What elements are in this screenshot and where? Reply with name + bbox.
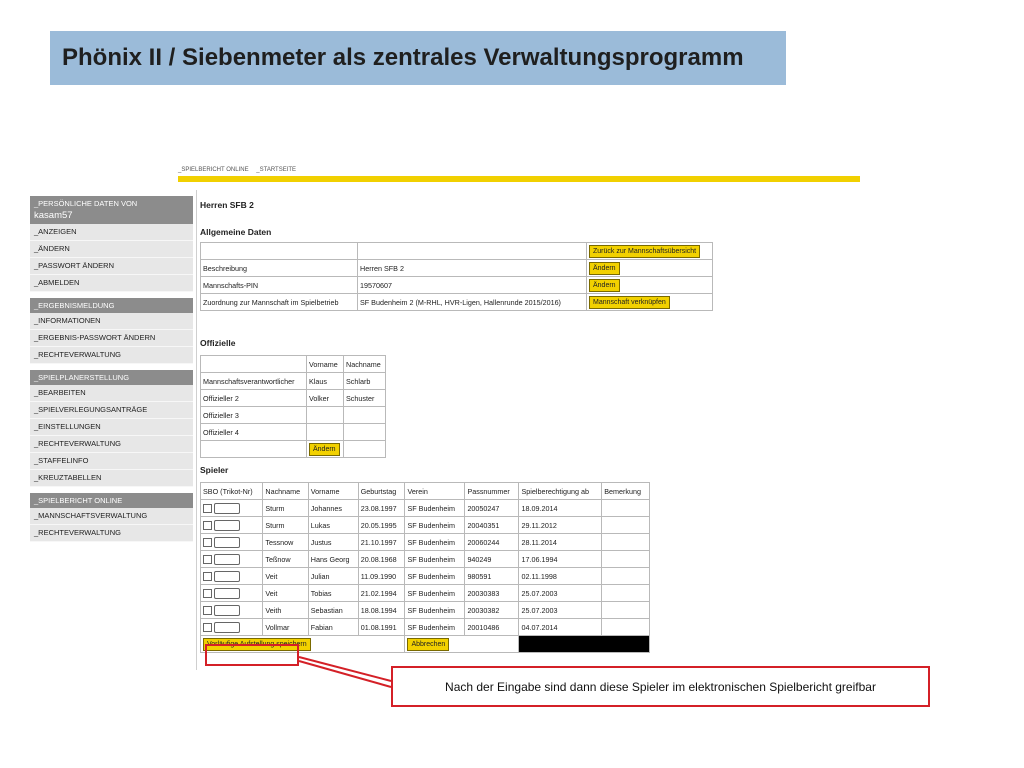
player-passnumber: 20060244 <box>465 534 519 551</box>
officials-header-nachname: Nachname <box>344 356 386 373</box>
player-birthday: 20.05.1995 <box>358 517 405 534</box>
sidebar-item-rechte-2[interactable]: _RECHTEVERWALTUNG <box>30 436 193 453</box>
cancel-button[interactable]: Abbrechen <box>407 638 449 651</box>
player-birthday: 21.02.1994 <box>358 585 405 602</box>
official-lastname: Schlarb <box>344 373 386 390</box>
player-eligible-since: 04.07.2014 <box>519 619 602 636</box>
player-eligible-since: 02.11.1998 <box>519 568 602 585</box>
player-passnumber: 20050247 <box>465 500 519 517</box>
players-header-verein: Verein <box>405 483 465 500</box>
player-firstname: Julian <box>308 568 358 585</box>
player-eligible-since: 25.07.2003 <box>519 602 602 619</box>
player-club: SF Budenheim <box>405 500 465 517</box>
change-description-button[interactable]: Ändern <box>589 262 620 275</box>
sidebar-username: kasam57 <box>34 210 73 221</box>
official-lastname: Schuster <box>344 390 386 407</box>
officials-header-vorname: Vorname <box>307 356 344 373</box>
players-title: Spieler <box>200 465 229 475</box>
general-title: Allgemeine Daten <box>200 227 272 237</box>
team-title: Herren SFB 2 <box>200 200 254 210</box>
player-eligible-since: 29.11.2012 <box>519 517 602 534</box>
official-role: Offizieller 4 <box>201 424 307 441</box>
players-header-vorname: Vorname <box>308 483 358 500</box>
sidebar-item-informationen[interactable]: _INFORMATIONEN <box>30 313 193 330</box>
general-row-label: Beschreibung <box>201 260 358 277</box>
player-firstname: Justus <box>308 534 358 551</box>
player-lastname: Sturm <box>263 500 308 517</box>
players-header-nachname: Nachname <box>263 483 308 500</box>
players-header-spielberechtigung: Spielberechtigung ab <box>519 483 602 500</box>
save-button-highlight <box>205 644 299 666</box>
sidebar-item-bearbeiten[interactable]: _BEARBEITEN <box>30 385 193 402</box>
player-birthday: 18.08.1994 <box>358 602 405 619</box>
general-row-label: Mannschafts-PIN <box>201 277 358 294</box>
player-eligible-since: 17.06.1994 <box>519 551 602 568</box>
player-firstname: Tobias <box>308 585 358 602</box>
player-passnumber: 20030382 <box>465 602 519 619</box>
callout-line-2 <box>299 661 391 687</box>
player-club: SF Budenheim <box>405 619 465 636</box>
player-eligible-since: 18.09.2014 <box>519 500 602 517</box>
callout-text: Nach der Eingabe sind dann diese Spieler im elektronischen Spielbericht greifbar <box>445 679 876 694</box>
sidebar-item-aendern[interactable]: _ÄNDERN <box>30 241 193 258</box>
players-header-geburtstag: Geburtstag <box>358 483 405 500</box>
player-club: SF Budenheim <box>405 585 465 602</box>
player-passnumber: 980591 <box>465 568 519 585</box>
top-tab-spielbericht[interactable]: _SPIELBERICHT ONLINE <box>178 167 249 173</box>
player-club: SF Budenheim <box>405 568 465 585</box>
official-role: Offizieller 2 <box>201 390 307 407</box>
save-lineup-button[interactable]: Vorläufige Aufstellung speichern <box>203 638 311 651</box>
sidebar-section-personal-title: _PERSÖNLICHE DATEN VON <box>34 199 138 208</box>
player-passnumber: 940249 <box>465 551 519 568</box>
player-birthday: 20.08.1968 <box>358 551 405 568</box>
player-firstname: Hans Georg <box>308 551 358 568</box>
players-header-bemerkung: Bemerkung <box>602 483 650 500</box>
top-tab-startseite[interactable]: _STARTSEITE <box>256 167 297 173</box>
sidebar-item-ergebnis-passwort[interactable]: _ERGEBNIS-PASSWORT ÄNDERN <box>30 330 193 347</box>
player-club: SF Budenheim <box>405 551 465 568</box>
player-eligible-since: 28.11.2014 <box>519 534 602 551</box>
player-club: SF Budenheim <box>405 602 465 619</box>
sidebar-item-anzeigen[interactable]: _ANZEIGEN <box>30 224 193 241</box>
official-firstname: Volker <box>307 390 344 407</box>
player-lastname: Tessnow <box>263 534 308 551</box>
sidebar-item-passwort[interactable]: _PASSWORT ÄNDERN <box>30 258 193 275</box>
back-to-overview-button[interactable]: Zurück zur Mannschaftsübersicht <box>589 245 700 258</box>
officials-change-button[interactable]: Ändern <box>309 443 340 456</box>
general-row-value: Herren SFB 2 <box>358 260 587 277</box>
sidebar-item-rechte-3[interactable]: _RECHTEVERWALTUNG <box>30 525 193 542</box>
player-lastname: Veit <box>263 568 308 585</box>
player-club: SF Budenheim <box>405 534 465 551</box>
players-header-passnummer: Passnummer <box>465 483 519 500</box>
official-firstname: Klaus <box>307 373 344 390</box>
player-lastname: Teßnow <box>263 551 308 568</box>
sidebar-section-spielplan: _SPIELPLANERSTELLUNG <box>30 370 193 385</box>
link-team-button[interactable]: Mannschaft verknüpfen <box>589 296 670 309</box>
player-lastname: Sturm <box>263 517 308 534</box>
sidebar-item-einstellungen[interactable]: _EINSTELLUNGEN <box>30 419 193 436</box>
sidebar-section-ergebnis: _ERGEBNISMELDUNG <box>30 298 193 313</box>
change-pin-button[interactable]: Ändern <box>589 279 620 292</box>
player-firstname: Sebastian <box>308 602 358 619</box>
player-passnumber: 20040351 <box>465 517 519 534</box>
player-firstname: Lukas <box>308 517 358 534</box>
sidebar-item-rechte-1[interactable]: _RECHTEVERWALTUNG <box>30 347 193 364</box>
player-club: SF Budenheim <box>405 517 465 534</box>
officials-title: Offizielle <box>200 338 236 348</box>
official-role: Mannschaftsverantwortlicher <box>201 373 307 390</box>
player-passnumber: 20030383 <box>465 585 519 602</box>
general-row-value: 19570607 <box>358 277 587 294</box>
slide-title-text: Phönix II / Siebenmeter als zentrales Verwaltungsprogramm <box>62 44 744 71</box>
player-birthday: 01.08.1991 <box>358 619 405 636</box>
sidebar-item-staffelinfo[interactable]: _STAFFELINFO <box>30 453 193 470</box>
sidebar-item-abmelden[interactable]: _ABMELDEN <box>30 275 193 292</box>
official-role: Offizieller 3 <box>201 407 307 424</box>
general-row-label: Zuordnung zur Mannschaft im Spielbetrieb <box>201 294 358 311</box>
sidebar-item-mannschaftsverwaltung[interactable]: _MANNSCHAFTSVERWALTUNG <box>30 508 193 525</box>
player-passnumber: 20010486 <box>465 619 519 636</box>
callout-box <box>391 666 930 707</box>
player-eligible-since: 25.07.2003 <box>519 585 602 602</box>
sidebar-section-spielbericht: _SPIELBERICHT ONLINE <box>30 493 193 508</box>
sidebar-item-kreuztabellen[interactable]: _KREUZTABELLEN <box>30 470 193 487</box>
player-birthday: 21.10.1997 <box>358 534 405 551</box>
player-lastname: Veith <box>263 602 308 619</box>
player-firstname: Johannes <box>308 500 358 517</box>
player-birthday: 11.09.1990 <box>358 568 405 585</box>
player-lastname: Veit <box>263 585 308 602</box>
player-lastname: Vollmar <box>263 619 308 636</box>
player-birthday: 23.08.1997 <box>358 500 405 517</box>
callout-line-1 <box>299 657 391 681</box>
players-header-sbo: SBO (Trikot-Nr) <box>201 483 263 500</box>
general-row-value: SF Budenheim 2 (M-RHL, HVR-Ligen, Hallenrunde 2015/2016) <box>358 294 587 311</box>
sidebar-item-verlegung[interactable]: _SPIELVERLEGUNGSANTRÄGE <box>30 402 193 419</box>
player-firstname: Fabian <box>308 619 358 636</box>
